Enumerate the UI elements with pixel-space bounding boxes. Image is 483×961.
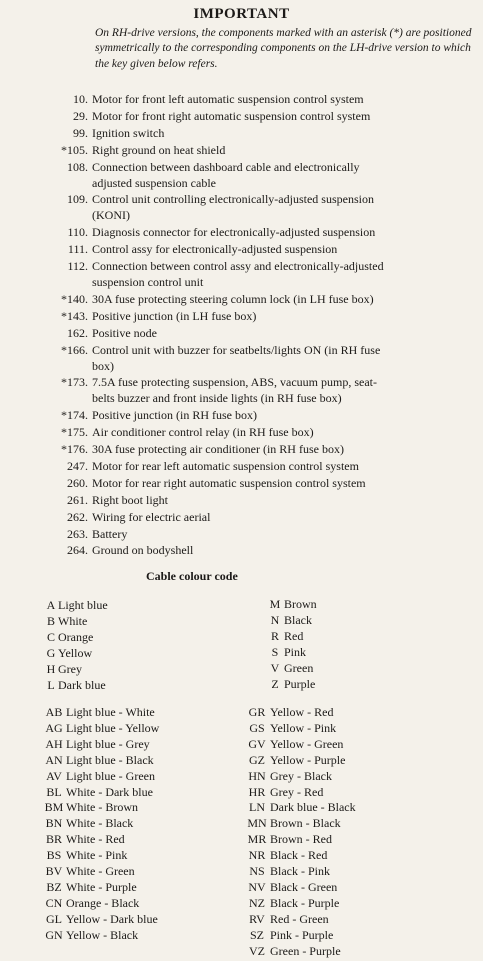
colour-code-name: Brown - Red [270, 832, 332, 847]
key-item [0, 476, 483, 492]
key-item-line [0, 408, 483, 424]
key-item-line [0, 459, 483, 475]
key-item-description: 30A fuse protecting steering column lock (in LH fuse box) [92, 291, 374, 306]
colour-code-entry [42, 880, 159, 896]
key-item-number: 108. [67, 159, 88, 174]
colour-code-abbreviation: CN [45, 895, 63, 910]
key-item [0, 408, 483, 424]
colour-code-name: Yellow - Black [66, 927, 139, 942]
colour-code-name: Light blue - White [66, 705, 155, 719]
key-item-number: 162. [67, 325, 88, 340]
key-item [0, 160, 483, 192]
key-item [0, 259, 483, 291]
colour-code-abbreviation: RV [249, 911, 265, 926]
page-title: IMPORTANT [193, 6, 290, 22]
key-item-line [0, 225, 483, 241]
colour-code-abbreviation: BV [45, 864, 63, 879]
colour-code-abbreviation: GR [248, 705, 266, 719]
colour-code-name: Red [284, 628, 304, 643]
key-item [0, 459, 483, 475]
key-item-description: Control unit controlling electronically-adjusted suspension [92, 192, 374, 207]
key-item-line [0, 160, 483, 176]
colour-code-entry [42, 769, 159, 785]
colour-code-entry [42, 705, 159, 721]
key-item-line [0, 359, 483, 375]
key-item-description: Positive junction (in RH fuse box) [92, 408, 257, 423]
key-item-line [0, 176, 483, 192]
colour-code-abbreviation: BN [45, 816, 63, 831]
colour-code-entry [42, 896, 159, 912]
colour-code-name: Green [284, 660, 314, 675]
colour-code-entry [42, 864, 159, 880]
colour-code-name: Orange [58, 629, 94, 644]
key-item-line [0, 208, 483, 224]
key-item-description: belts buzzer and front inside lights (in RH fuse box) [92, 391, 342, 406]
colour-code-entry [266, 661, 317, 677]
key-item [0, 309, 483, 325]
colour-code-name: Light blue [58, 598, 108, 612]
single-colour-codes-left [44, 598, 108, 693]
key-item-line [0, 192, 483, 208]
key-item-number: 99. [73, 125, 88, 140]
key-item-line [0, 259, 483, 275]
colour-code-abbreviation: HR [248, 784, 266, 799]
colour-code-entry [44, 598, 108, 614]
key-item-line [0, 527, 483, 543]
key-item-number: 109. [67, 192, 88, 207]
key-item-line [0, 375, 483, 391]
rh-drive-note: On RH-drive versions, the components marked with an asterisk (*) are positioned symmetrically to the corresponding components on the LH-drive version to which the key given below refers. [95, 27, 472, 70]
key-item-line [0, 442, 483, 458]
colour-code-name: Black - Purple [270, 895, 340, 910]
key-item-line [0, 425, 483, 441]
key-item-description: Ground on bodyshell [92, 543, 194, 558]
colour-code-entry [244, 880, 356, 896]
colour-code-entry [244, 737, 356, 753]
colour-code-abbreviation: GV [248, 736, 266, 751]
colour-code-abbreviation: HN [248, 768, 266, 783]
key-item-description: Positive junction (in LH fuse box) [92, 308, 257, 323]
colour-code-name: Dark blue - Black [270, 800, 356, 815]
colour-code-entry [42, 753, 159, 769]
colour-code-abbreviation: AV [46, 768, 62, 783]
key-item-line [0, 510, 483, 526]
colour-code-abbreviation: M [269, 597, 281, 611]
key-item-number: 29. [73, 108, 88, 123]
colour-code-abbreviation: GS [249, 720, 265, 735]
colour-code-name: Pink - Purple [270, 927, 334, 942]
key-item-number: *174. [61, 408, 88, 423]
colour-code-entry [244, 848, 356, 864]
colour-code-abbreviation: NV [248, 879, 266, 894]
key-item-line [0, 326, 483, 342]
colour-code-name: Grey - Black [270, 768, 332, 783]
colour-code-abbreviation: GL [46, 911, 62, 926]
colour-code-entry [244, 721, 356, 737]
key-item-description: suspension control unit [92, 274, 204, 289]
colour-code-abbreviation: AN [45, 752, 63, 767]
colour-code-abbreviation: NS [249, 864, 265, 879]
colour-code-abbreviation: H [46, 661, 56, 676]
key-item-line [0, 543, 483, 559]
colour-code-entry [244, 705, 356, 721]
colour-code-abbreviation: LN [249, 800, 265, 815]
key-item-description: Wiring for electric aerial [92, 509, 211, 524]
colour-code-entry [244, 944, 356, 960]
colour-code-name: White - Pink [66, 848, 128, 863]
key-item-number: 247. [67, 458, 88, 473]
key-item-line [0, 143, 483, 159]
colour-code-name: Light blue - Black [66, 752, 154, 767]
key-item-number: 111. [67, 242, 88, 257]
key-item [0, 292, 483, 308]
key-item [0, 343, 483, 375]
colour-code-entry [42, 721, 159, 737]
key-item [0, 92, 483, 108]
colour-code-entry [42, 785, 159, 801]
key-item-number: 262. [67, 509, 88, 524]
colour-code-name: Grey - Red [270, 784, 324, 799]
key-item [0, 493, 483, 509]
key-item [0, 126, 483, 142]
key-item-line [0, 275, 483, 291]
colour-code-name: Yellow - Pink [270, 720, 337, 735]
colour-code-entry [42, 816, 159, 832]
colour-code-abbreviation: A [46, 598, 56, 612]
key-item-number: 263. [67, 526, 88, 541]
key-item-number: *173. [61, 375, 88, 390]
key-item-line [0, 391, 483, 407]
key-item-line [0, 109, 483, 125]
colour-code-name: Orange - Black [66, 895, 140, 910]
single-colour-codes-right [266, 597, 317, 692]
colour-code-entry [244, 753, 356, 769]
colour-code-abbreviation: S [271, 644, 279, 659]
colour-code-entry [266, 613, 317, 629]
colour-code-name: White - Brown [66, 800, 138, 815]
colour-code-abbreviation: AH [45, 736, 63, 751]
key-item-line [0, 92, 483, 108]
colour-code-name: White - Black [66, 816, 134, 831]
dual-colour-codes-left [42, 705, 159, 944]
colour-code-entry [244, 832, 356, 848]
colour-code-abbreviation: V [270, 660, 280, 675]
key-item-number [0, 208, 92, 224]
colour-code-name: White - Red [66, 832, 125, 847]
key-item-number: 10. [73, 92, 88, 106]
colour-code-name: Yellow - Red [270, 705, 334, 719]
colour-code-name: Yellow - Dark blue [66, 911, 158, 926]
key-item-description: Motor for rear left automatic suspension control system [92, 458, 359, 473]
key-item [0, 543, 483, 559]
colour-code-name: White - Green [66, 864, 135, 879]
key-item [0, 192, 483, 224]
colour-code-name: Pink [284, 644, 307, 659]
colour-code-entry [244, 864, 356, 880]
key-item-number [0, 359, 92, 375]
colour-code-abbreviation: BL [46, 784, 62, 799]
colour-code-entry [244, 816, 356, 832]
colour-code-abbreviation: Z [271, 676, 279, 691]
key-item-line [0, 242, 483, 258]
colour-code-name: Yellow - Green [270, 736, 344, 751]
key-item-description: Connection between dashboard cable and electronically [92, 159, 360, 174]
key-item-line [0, 493, 483, 509]
key-item-description: Control assy for electronically-adjusted suspension [92, 242, 338, 257]
component-key-list [0, 92, 483, 560]
colour-code-name: Red - Green [270, 911, 329, 926]
colour-code-abbreviation: NR [248, 848, 266, 863]
colour-code-entry [44, 678, 108, 694]
key-item-line [0, 309, 483, 325]
colour-code-abbreviation: C [46, 629, 55, 644]
colour-code-name: Purple [284, 676, 316, 691]
colour-code-name: Light blue - Yellow [66, 720, 160, 735]
colour-code-name: Grey [58, 661, 82, 676]
colour-code-entry [244, 800, 356, 816]
key-item-description: 7.5A fuse protecting suspension, ABS, vacuum pump, seat- [92, 375, 377, 390]
colour-code-name: Black - Red [270, 848, 328, 863]
key-item-number: 110. [67, 225, 88, 240]
colour-code-abbreviation: MN [247, 816, 267, 831]
key-item-number [0, 391, 92, 407]
colour-code-name: Black - Green [270, 879, 338, 894]
key-item-description: (KONI) [92, 208, 130, 223]
colour-code-abbreviation: AG [45, 720, 63, 735]
colour-code-entry [266, 645, 317, 661]
colour-code-name: Brown [284, 597, 317, 611]
key-item [0, 225, 483, 241]
key-item-description: Right ground on heat shield [92, 142, 226, 157]
colour-code-entry [42, 848, 159, 864]
colour-code-entry [266, 629, 317, 645]
colour-code-abbreviation: SZ [249, 927, 264, 942]
key-item-line [0, 292, 483, 308]
key-item-line [0, 476, 483, 492]
key-item [0, 109, 483, 125]
key-item-description: box) [92, 358, 114, 373]
dual-colour-codes-right [244, 705, 356, 960]
key-item-description: Ignition switch [92, 125, 165, 140]
colour-code-name: Light blue - Grey [66, 736, 150, 751]
cable-colour-code-title: Cable colour code [146, 569, 238, 583]
key-item-number: 261. [67, 492, 88, 507]
key-item [0, 143, 483, 159]
colour-code-name: Black [284, 612, 312, 627]
colour-code-entry [42, 928, 159, 944]
key-item [0, 242, 483, 258]
key-item-number: *175. [61, 425, 88, 440]
key-item-number: *140. [61, 291, 88, 306]
colour-code-name: Green - Purple [270, 943, 341, 958]
colour-code-entry [244, 896, 356, 912]
colour-code-entry [44, 646, 108, 662]
key-item-number: 260. [67, 475, 88, 490]
colour-code-abbreviation: NZ [249, 895, 265, 910]
colour-code-abbreviation: BZ [46, 879, 62, 894]
colour-code-abbreviation: N [270, 612, 280, 627]
colour-code-name: Yellow [58, 645, 93, 660]
colour-code-name: White [58, 613, 88, 628]
key-item-number: 264. [67, 543, 88, 558]
key-item-description: Air conditioner control relay (in RH fuse box) [92, 425, 314, 440]
colour-code-entry [44, 662, 108, 678]
colour-code-abbreviation: BS [46, 848, 62, 863]
key-item-description: Motor for front right automatic suspension control system [92, 108, 371, 123]
key-item-description: Battery [92, 526, 128, 541]
key-item [0, 442, 483, 458]
key-item [0, 375, 483, 407]
key-item-description: Motor for rear right automatic suspension control system [92, 475, 366, 490]
key-item-description: 30A fuse protecting air conditioner (in RH fuse box) [92, 442, 344, 457]
key-item-number [0, 275, 92, 291]
key-item [0, 326, 483, 342]
key-item [0, 425, 483, 441]
colour-code-name: White - Purple [66, 879, 137, 894]
colour-code-name: Yellow - Purple [270, 752, 346, 767]
colour-code-abbreviation: G [46, 645, 56, 660]
colour-code-entry [244, 928, 356, 944]
colour-code-entry [266, 677, 317, 693]
key-item-number: *176. [61, 442, 88, 457]
colour-code-abbreviation: L [47, 677, 55, 692]
colour-code-abbreviation: BR [45, 832, 62, 847]
key-item [0, 527, 483, 543]
colour-code-entry [244, 769, 356, 785]
colour-code-name: Black - Pink [270, 864, 330, 879]
colour-code-name: Light blue - Green [66, 768, 155, 783]
colour-code-entry [244, 912, 356, 928]
key-item-number: *105. [61, 142, 88, 157]
colour-code-name: White - Dark blue [66, 784, 153, 799]
colour-code-entry [42, 737, 159, 753]
colour-code-abbreviation: MR [247, 832, 267, 847]
key-item-description: Motor for front left automatic suspension control system [92, 92, 364, 106]
colour-code-entry [42, 800, 159, 816]
colour-code-abbreviation: GZ [249, 752, 265, 767]
key-item-number [0, 176, 92, 192]
colour-code-abbreviation: GN [45, 927, 63, 942]
colour-code-abbreviation: B [46, 613, 55, 628]
colour-code-abbreviation: BM [44, 800, 64, 815]
colour-code-abbreviation: R [270, 628, 279, 643]
key-item [0, 510, 483, 526]
key-item-description: Control unit with buzzer for seatbelts/lights ON (in RH fuse [92, 342, 381, 357]
colour-code-entry [44, 614, 108, 630]
colour-code-entry [44, 630, 108, 646]
colour-code-entry [266, 597, 317, 613]
colour-code-entry [244, 785, 356, 801]
key-item-description: Connection between control assy and electronically-adjusted [92, 259, 384, 274]
key-item-number: *166. [61, 342, 88, 357]
colour-code-name: Dark blue [58, 677, 106, 692]
key-item-description: Diagnosis connector for electronically-adjusted suspension [92, 225, 376, 240]
key-item-line [0, 343, 483, 359]
key-item-number: *143. [61, 308, 88, 323]
colour-code-abbreviation: VZ [249, 943, 265, 958]
key-item-number: 112. [67, 259, 88, 274]
colour-code-entry [42, 912, 159, 928]
colour-code-name: Brown - Black [270, 816, 341, 831]
key-item-description: Positive node [92, 325, 157, 340]
key-item-line [0, 126, 483, 142]
key-item-description: Right boot light [92, 492, 169, 507]
colour-code-entry [42, 832, 159, 848]
key-item-description: adjusted suspension cable [92, 175, 216, 190]
colour-code-abbreviation: AB [45, 705, 63, 719]
